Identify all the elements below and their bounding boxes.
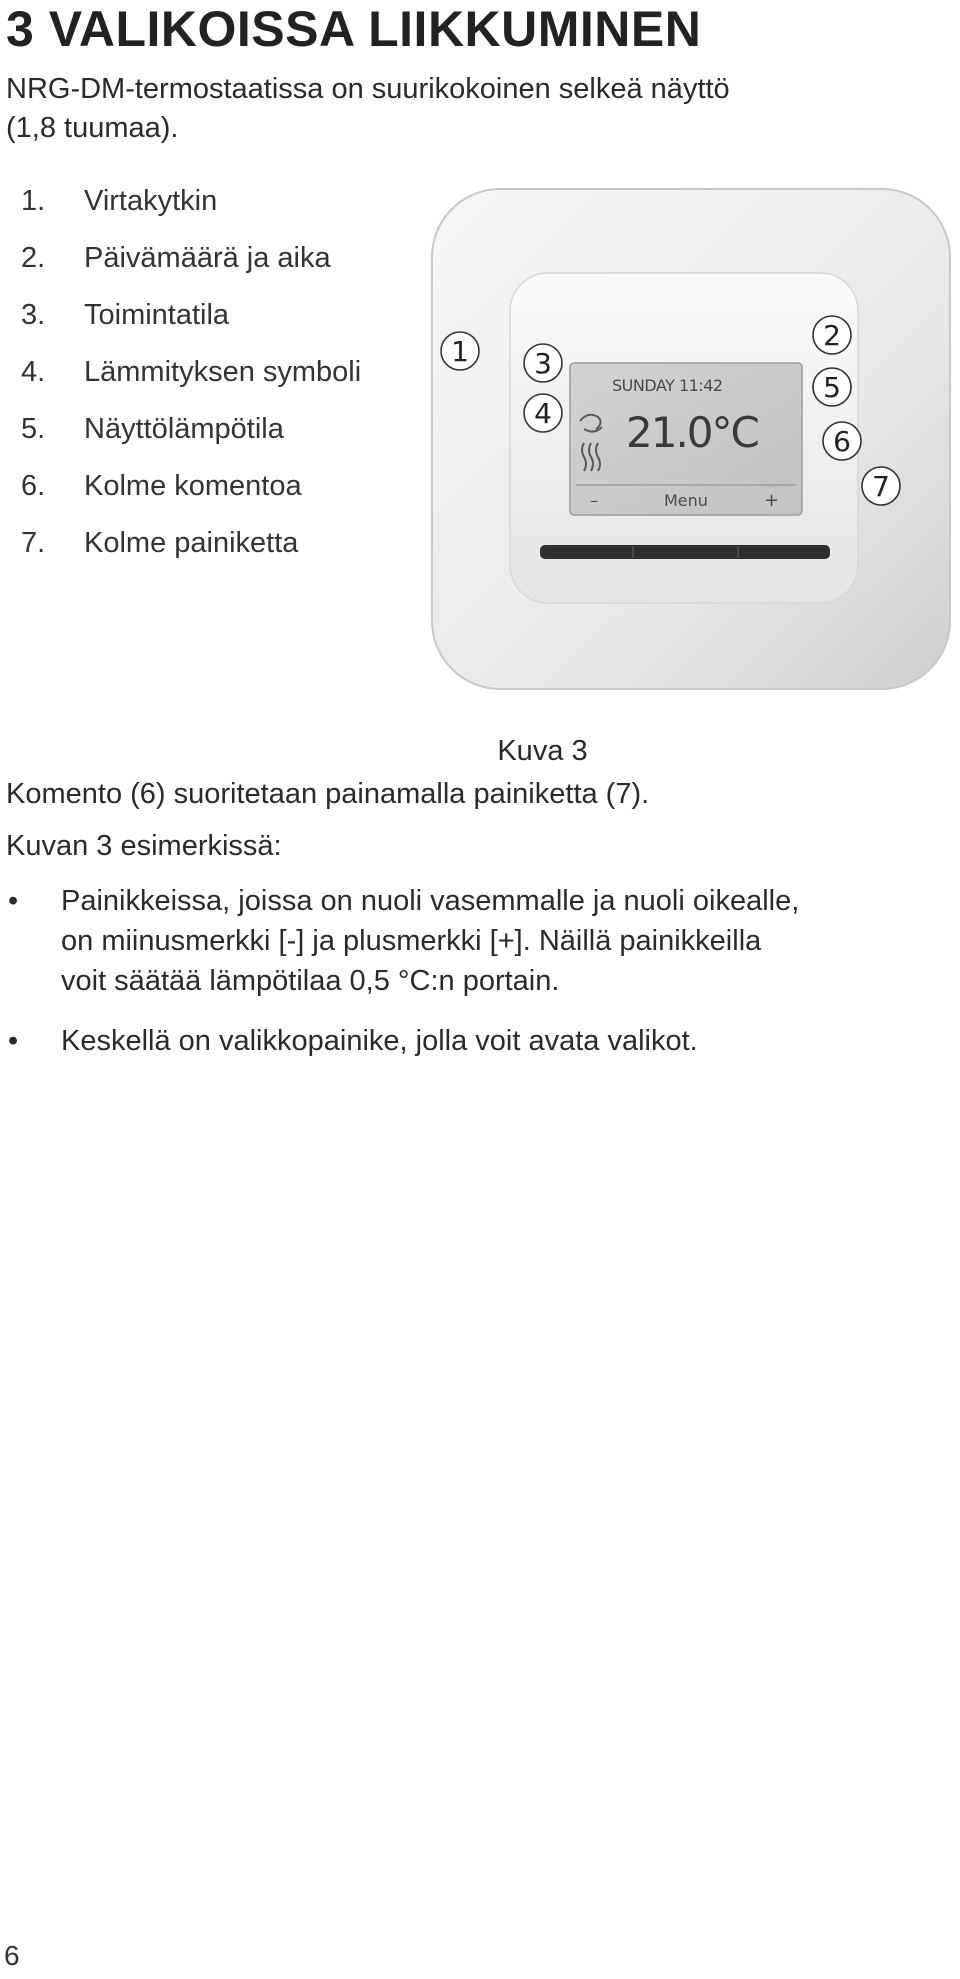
page-number: 6: [4, 1940, 20, 1971]
list-item: [6, 467, 426, 505]
display-day-time: SUNDAY 11:42: [612, 376, 723, 395]
list-item: [6, 881, 956, 1001]
svg-text:1: 1: [451, 335, 469, 368]
thermostat-illustration: [428, 185, 960, 720]
svg-text:5: 5: [823, 371, 841, 404]
list-number: 7.: [21, 527, 46, 559]
list-label: Lämmityksen symboli: [84, 356, 362, 388]
intro-text: [6, 70, 906, 148]
callout-3: [524, 344, 562, 382]
three-buttons: [540, 545, 830, 559]
list-label: Kolme painiketta: [84, 527, 299, 559]
list-label: Kolme komentoa: [84, 470, 302, 502]
svg-text:6: 6: [833, 425, 851, 458]
list-item: [6, 296, 426, 334]
parts-list: [6, 182, 426, 581]
figure-caption: Kuva 3: [497, 735, 588, 767]
svg-text:3: 3: [534, 347, 552, 380]
list-item: [6, 239, 426, 277]
bullet: •: [8, 1025, 19, 1057]
note-line: on miinusmerkki [-] ja plusmerkki [+]. Näillä painikkeilla: [61, 925, 762, 957]
list-label: Päivämäärä ja aika: [84, 242, 331, 274]
note-line: Keskellä on valikkopainike, jolla voit avata valikot.: [61, 1025, 698, 1057]
list-item: [6, 182, 426, 220]
list-label: Virtakytkin: [84, 185, 218, 217]
callout-7: [862, 467, 900, 505]
notes-list: [6, 881, 956, 1081]
intro-line: (1,8 tuumaa).: [6, 112, 179, 144]
callout-6: [823, 422, 861, 460]
list-item: [6, 524, 426, 562]
svg-text:7: 7: [872, 470, 890, 503]
list-label: Toimintatila: [84, 299, 230, 331]
list-number: 2.: [21, 242, 46, 274]
display-plus: +: [764, 490, 780, 511]
list-item: [6, 410, 426, 448]
callout-5: [813, 368, 851, 406]
thermostat-figure: [428, 185, 960, 720]
svg-text:4: 4: [534, 397, 552, 430]
list-number: 6.: [21, 470, 46, 502]
page-title: 3 VALIKOISSA LIIKKUMINEN: [6, 1, 702, 57]
display-menu: Menu: [664, 491, 708, 510]
bullet: •: [8, 885, 19, 917]
list-item: [6, 353, 426, 391]
list-number: 1.: [21, 185, 46, 217]
display-minus: –: [590, 491, 598, 510]
list-number: 4.: [21, 356, 46, 388]
example-paragraph: Kuvan 3 esimerkissä:: [6, 830, 282, 862]
command-paragraph: Komento (6) suoritetaan painamalla painiketta (7).: [6, 778, 650, 810]
intro-line: NRG-DM-termostaatissa on suurikokoinen selkeä näyttö: [6, 73, 730, 105]
list-item: [6, 1021, 956, 1061]
list-number: 5.: [21, 413, 46, 445]
display-temperature: 21.0°C: [626, 408, 758, 457]
callout-1: [441, 332, 479, 370]
svg-text:2: 2: [823, 319, 841, 352]
note-line: voit säätää lämpötilaa 0,5 °C:n portain.: [61, 965, 560, 997]
list-label: Näyttölämpötila: [84, 413, 284, 445]
callout-4: [524, 394, 562, 432]
callout-2: [813, 316, 851, 354]
note-line: Painikkeissa, joissa on nuoli vasemmalle ja nuoli oikealle,: [61, 885, 800, 917]
list-number: 3.: [21, 299, 46, 331]
